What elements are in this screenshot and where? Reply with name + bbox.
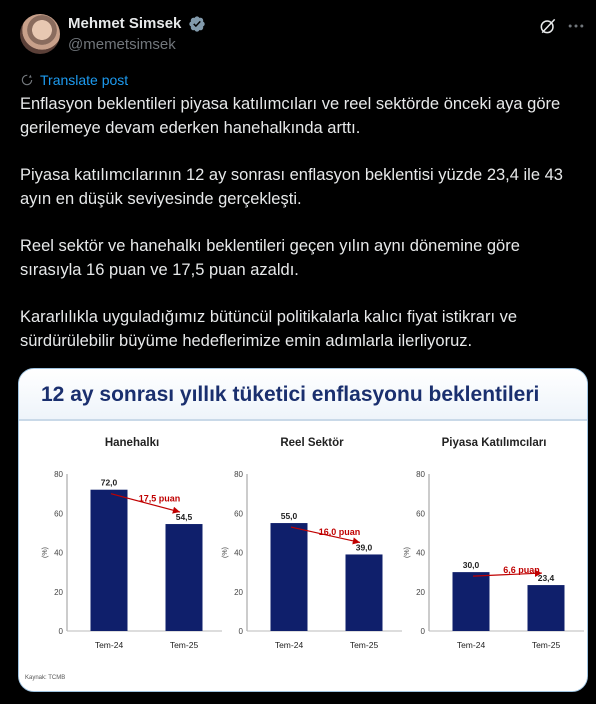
tweet-paragraph: Kararlılıkla uyguladığımız bütüncül politikalarla kalıcı fiyat istikrarı ve sürdürülebilir büyüme hedeflerimize emin adımlarla ilerliyoruz. <box>20 308 518 350</box>
y-tick-label: 60 <box>234 509 243 519</box>
tweet-paragraph: Enflasyon beklentileri piyasa katılımcıları ve reel sektörde önceki aya göre gerilemeye devam ederken hanehalkında arttı. <box>20 95 561 137</box>
panel-title: Piyasa Katılımcıları <box>441 437 547 449</box>
y-tick-label: 20 <box>416 587 425 597</box>
chart-header <box>19 369 587 421</box>
more-options-icon[interactable] <box>566 16 586 36</box>
y-axis-label: (%) <box>222 547 229 558</box>
change-label: 6,6 puan <box>503 565 540 576</box>
panel-title: Reel Sektör <box>280 437 344 449</box>
y-tick-label: 40 <box>54 548 63 558</box>
bar <box>91 490 128 631</box>
bar-value-label: 72,0 <box>100 477 118 488</box>
chart-body <box>19 421 587 691</box>
chart-svg <box>19 421 587 691</box>
y-tick-label: 60 <box>54 509 63 519</box>
bar <box>346 554 383 631</box>
x-tick-label: Tem-25 <box>169 640 199 650</box>
y-axis-label: (%) <box>404 547 411 558</box>
chart-source: Kaynak: TCMB <box>25 675 66 681</box>
change-label: 16,0 puan <box>318 527 361 538</box>
y-tick-label: 20 <box>54 587 63 597</box>
y-tick-label: 80 <box>54 470 63 479</box>
verified-badge-icon <box>188 15 206 33</box>
y-tick-label: 0 <box>238 627 243 636</box>
bar-value-label: 55,0 <box>280 511 298 522</box>
tweet-text <box>20 92 580 376</box>
x-tick-label: Tem-25 <box>349 640 379 650</box>
author-avatar[interactable] <box>20 14 60 54</box>
bar <box>528 585 565 631</box>
bar <box>271 523 308 631</box>
bar <box>453 572 490 631</box>
y-tick-label: 80 <box>416 470 425 479</box>
grok-icon[interactable] <box>538 16 558 36</box>
panel-title: Hanehalkı <box>104 437 160 449</box>
y-tick-label: 20 <box>234 587 243 597</box>
y-tick-label: 0 <box>58 627 63 636</box>
tweet-paragraph: Piyasa katılımcılarının 12 ay sonrası enflasyon beklentisi yüzde 23,4 ile 43 ayın en düşük seviyesinde gerçekleşti. <box>20 166 563 208</box>
y-tick-label: 40 <box>416 548 425 558</box>
post-media-image[interactable] <box>18 368 588 692</box>
bar-value-label: 23,4 <box>537 573 555 584</box>
x-tick-label: Tem-24 <box>456 640 486 650</box>
bar-value-label: 39,0 <box>355 542 373 553</box>
bar-value-label: 30,0 <box>462 560 480 571</box>
x-tick-label: Tem-25 <box>531 640 561 650</box>
tweet-paragraph: Reel sektör ve hanehalkı beklentileri geçen yılın aynı dönemine göre sırasıyla 16 puan ve 17,5 puan azaldı. <box>20 237 520 279</box>
y-tick-label: 40 <box>234 548 243 558</box>
y-tick-label: 60 <box>416 509 425 519</box>
y-tick-label: 0 <box>420 627 425 636</box>
author-handle[interactable]: @memetsimsek <box>68 36 176 53</box>
translate-icon <box>20 73 34 87</box>
translate-post-link[interactable] <box>20 72 128 88</box>
x-tick-label: Tem-24 <box>274 640 304 650</box>
y-tick-label: 80 <box>234 470 243 479</box>
chart-title: 12 ay sonrası yıllık tüketici enflasyonu beklentileri <box>41 383 540 406</box>
bar <box>166 524 203 631</box>
change-label: 17,5 puan <box>138 493 181 504</box>
author-name[interactable]: Mehmet Simsek <box>68 15 182 32</box>
bar-value-label: 54,5 <box>175 512 193 523</box>
y-axis-label: (%) <box>42 547 49 558</box>
translate-label: Translate post <box>40 72 129 88</box>
x-tick-label: Tem-24 <box>94 640 124 650</box>
